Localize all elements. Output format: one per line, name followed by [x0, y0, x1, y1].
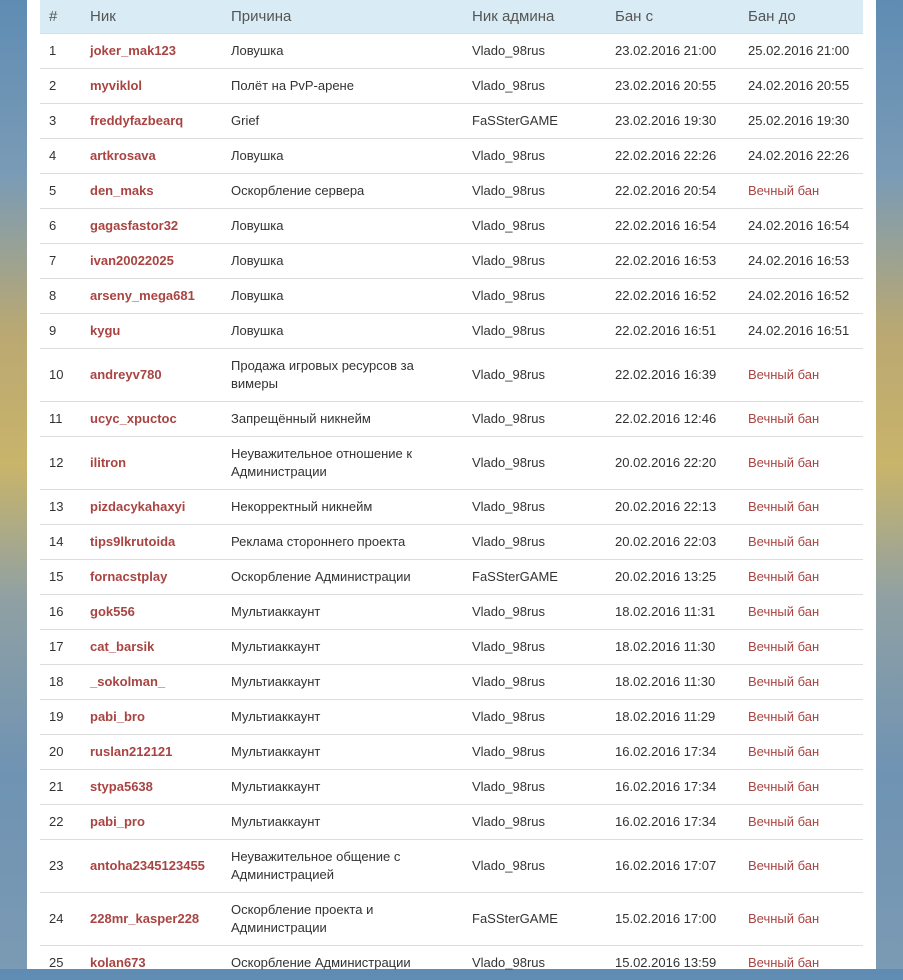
- ban-reason: Ловушка: [222, 209, 463, 244]
- ban-reason: Оскорбление Администрации: [222, 560, 463, 595]
- ban-from: 20.02.2016 22:13: [606, 490, 739, 525]
- column-header-ban-to: Бан до: [739, 0, 863, 34]
- ban-from: 20.02.2016 13:25: [606, 560, 739, 595]
- column-header-ban-from: Бан с: [606, 0, 739, 34]
- table-row: [40, 525, 863, 560]
- row-number: 13: [40, 490, 81, 525]
- ban-reason: Мультиаккаунт: [222, 630, 463, 665]
- table-row: [40, 349, 863, 402]
- table-row: [40, 946, 863, 980]
- admin-nick: Vlado_98rus: [463, 946, 606, 980]
- row-number: 17: [40, 630, 81, 665]
- table-row: [40, 630, 863, 665]
- ban-from: 16.02.2016 17:34: [606, 770, 739, 805]
- table-body: [40, 34, 863, 980]
- ban-reason: Ловушка: [222, 139, 463, 174]
- admin-nick: FaSSterGAME: [463, 560, 606, 595]
- table-row: [40, 104, 863, 139]
- ban-to: 24.02.2016 20:55: [739, 69, 863, 104]
- row-number: 15: [40, 560, 81, 595]
- ban-from: 22.02.2016 16:39: [606, 349, 739, 402]
- player-nick[interactable]: ivan20022025: [81, 244, 222, 279]
- ban-from: 15.02.2016 17:00: [606, 893, 739, 946]
- table-row: [40, 735, 863, 770]
- ban-reason: Оскорбление сервера: [222, 174, 463, 209]
- player-nick[interactable]: fornacstplay: [81, 560, 222, 595]
- ban-to: Вечный бан: [739, 437, 863, 490]
- ban-from: 22.02.2016 16:51: [606, 314, 739, 349]
- ban-from: 23.02.2016 19:30: [606, 104, 739, 139]
- player-nick[interactable]: pabi_bro: [81, 700, 222, 735]
- ban-to: 24.02.2016 16:53: [739, 244, 863, 279]
- ban-from: 23.02.2016 21:00: [606, 34, 739, 69]
- ban-to: Вечный бан: [739, 349, 863, 402]
- admin-nick: Vlado_98rus: [463, 349, 606, 402]
- table-row: [40, 314, 863, 349]
- ban-reason: Оскорбление Администрации: [222, 946, 463, 980]
- player-nick[interactable]: tips9lkrutoida: [81, 525, 222, 560]
- player-nick[interactable]: andreyv780: [81, 349, 222, 402]
- table-row: [40, 805, 863, 840]
- row-number: 2: [40, 69, 81, 104]
- ban-to: 24.02.2016 22:26: [739, 139, 863, 174]
- player-nick[interactable]: joker_mak123: [81, 34, 222, 69]
- column-header-admin: Ник админа: [463, 0, 606, 34]
- ban-from: 16.02.2016 17:07: [606, 840, 739, 893]
- table-row: [40, 893, 863, 946]
- admin-nick: Vlado_98rus: [463, 665, 606, 700]
- ban-to: 24.02.2016 16:51: [739, 314, 863, 349]
- ban-reason: Неуважительное общение с Администрацией: [222, 840, 463, 893]
- table-row: [40, 34, 863, 69]
- ban-reason: Мультиаккаунт: [222, 665, 463, 700]
- admin-nick: Vlado_98rus: [463, 139, 606, 174]
- ban-from: 22.02.2016 16:53: [606, 244, 739, 279]
- table-row: [40, 174, 863, 209]
- admin-nick: FaSSterGAME: [463, 893, 606, 946]
- player-nick[interactable]: gok556: [81, 595, 222, 630]
- player-nick[interactable]: pabi_pro: [81, 805, 222, 840]
- table-row: [40, 840, 863, 893]
- row-number: 14: [40, 525, 81, 560]
- player-nick[interactable]: stypa5638: [81, 770, 222, 805]
- row-number: 1: [40, 34, 81, 69]
- player-nick[interactable]: arseny_mega681: [81, 279, 222, 314]
- row-number: 3: [40, 104, 81, 139]
- admin-nick: Vlado_98rus: [463, 244, 606, 279]
- ban-reason: Реклама стороннего проекта: [222, 525, 463, 560]
- ban-from: 22.02.2016 16:52: [606, 279, 739, 314]
- row-number: 6: [40, 209, 81, 244]
- ban-to: 24.02.2016 16:52: [739, 279, 863, 314]
- row-number: 4: [40, 139, 81, 174]
- player-nick[interactable]: myviklol: [81, 69, 222, 104]
- ban-to: Вечный бан: [739, 402, 863, 437]
- admin-nick: Vlado_98rus: [463, 630, 606, 665]
- row-number: 8: [40, 279, 81, 314]
- row-number: 18: [40, 665, 81, 700]
- ban-from: 23.02.2016 20:55: [606, 69, 739, 104]
- player-nick[interactable]: freddyfazbearq: [81, 104, 222, 139]
- ban-to: Вечный бан: [739, 665, 863, 700]
- table-header: [40, 0, 863, 34]
- ban-from: 15.02.2016 13:59: [606, 946, 739, 980]
- admin-nick: Vlado_98rus: [463, 525, 606, 560]
- player-nick[interactable]: den_maks: [81, 174, 222, 209]
- row-number: 9: [40, 314, 81, 349]
- player-nick[interactable]: antoha2345123455: [81, 840, 222, 893]
- ban-to: Вечный бан: [739, 893, 863, 946]
- admin-nick: Vlado_98rus: [463, 34, 606, 69]
- admin-nick: Vlado_98rus: [463, 279, 606, 314]
- ban-list-table: [40, 0, 863, 980]
- ban-reason: Мультиаккаунт: [222, 735, 463, 770]
- admin-nick: Vlado_98rus: [463, 840, 606, 893]
- row-number: 22: [40, 805, 81, 840]
- ban-reason: Оскорбление проекта и Администрации: [222, 893, 463, 946]
- table-row: [40, 700, 863, 735]
- ban-to: Вечный бан: [739, 174, 863, 209]
- ban-from: 18.02.2016 11:30: [606, 665, 739, 700]
- table-row: [40, 139, 863, 174]
- admin-nick: Vlado_98rus: [463, 700, 606, 735]
- ban-from: 18.02.2016 11:29: [606, 700, 739, 735]
- ban-reason: Ловушка: [222, 279, 463, 314]
- player-nick[interactable]: gagasfastor32: [81, 209, 222, 244]
- ban-from: 18.02.2016 11:31: [606, 595, 739, 630]
- ban-from: 16.02.2016 17:34: [606, 805, 739, 840]
- ban-to: Вечный бан: [739, 560, 863, 595]
- table-row: [40, 402, 863, 437]
- table-row: [40, 665, 863, 700]
- ban-to: Вечный бан: [739, 770, 863, 805]
- ban-from: 22.02.2016 16:54: [606, 209, 739, 244]
- ban-reason: Запрещённый никнейм: [222, 402, 463, 437]
- admin-nick: Vlado_98rus: [463, 595, 606, 630]
- admin-nick: Vlado_98rus: [463, 402, 606, 437]
- ban-reason: Мультиаккаунт: [222, 805, 463, 840]
- player-nick[interactable]: kolan673: [81, 946, 222, 980]
- ban-reason: Ловушка: [222, 244, 463, 279]
- player-nick[interactable]: ruslan212121: [81, 735, 222, 770]
- admin-nick: FaSSterGAME: [463, 104, 606, 139]
- table-row: [40, 595, 863, 630]
- admin-nick: Vlado_98rus: [463, 770, 606, 805]
- row-number: 24: [40, 893, 81, 946]
- admin-nick: Vlado_98rus: [463, 69, 606, 104]
- ban-reason: Мультиаккаунт: [222, 770, 463, 805]
- row-number: 19: [40, 700, 81, 735]
- ban-to: Вечный бан: [739, 595, 863, 630]
- column-header-num: #: [40, 0, 81, 34]
- player-nick[interactable]: ilitron: [81, 437, 222, 490]
- content-panel: [27, 0, 876, 969]
- ban-to: 25.02.2016 19:30: [739, 104, 863, 139]
- ban-to: Вечный бан: [739, 805, 863, 840]
- ban-from: 16.02.2016 17:34: [606, 735, 739, 770]
- row-number: 11: [40, 402, 81, 437]
- ban-reason: Мультиаккаунт: [222, 595, 463, 630]
- ban-to: Вечный бан: [739, 700, 863, 735]
- ban-from: 20.02.2016 22:20: [606, 437, 739, 490]
- ban-to: Вечный бан: [739, 840, 863, 893]
- row-number: 23: [40, 840, 81, 893]
- ban-to: Вечный бан: [739, 490, 863, 525]
- ban-reason: Ловушка: [222, 314, 463, 349]
- table-row: [40, 560, 863, 595]
- row-number: 25: [40, 946, 81, 980]
- table-row: [40, 437, 863, 490]
- table-row: [40, 69, 863, 104]
- player-nick[interactable]: artkrosava: [81, 139, 222, 174]
- ban-reason: Grief: [222, 104, 463, 139]
- ban-from: 22.02.2016 22:26: [606, 139, 739, 174]
- ban-to: Вечный бан: [739, 946, 863, 980]
- table-row: [40, 770, 863, 805]
- admin-nick: Vlado_98rus: [463, 314, 606, 349]
- ban-from: 22.02.2016 12:46: [606, 402, 739, 437]
- admin-nick: Vlado_98rus: [463, 209, 606, 244]
- player-nick[interactable]: _sokolman_: [81, 665, 222, 700]
- player-nick[interactable]: kygu: [81, 314, 222, 349]
- column-header-reason: Причина: [222, 0, 463, 34]
- player-nick[interactable]: cat_barsik: [81, 630, 222, 665]
- admin-nick: Vlado_98rus: [463, 490, 606, 525]
- table-row: [40, 490, 863, 525]
- ban-from: 22.02.2016 20:54: [606, 174, 739, 209]
- admin-nick: Vlado_98rus: [463, 805, 606, 840]
- ban-from: 20.02.2016 22:03: [606, 525, 739, 560]
- table-row: [40, 244, 863, 279]
- player-nick[interactable]: ucyc_xpuctoc: [81, 402, 222, 437]
- row-number: 21: [40, 770, 81, 805]
- table-row: [40, 279, 863, 314]
- row-number: 10: [40, 349, 81, 402]
- row-number: 5: [40, 174, 81, 209]
- ban-reason: Продажа игровых ресурсов за вимеры: [222, 349, 463, 402]
- header-row: [40, 0, 863, 34]
- column-header-nick: Ник: [81, 0, 222, 34]
- admin-nick: Vlado_98rus: [463, 174, 606, 209]
- ban-to: 25.02.2016 21:00: [739, 34, 863, 69]
- row-number: 20: [40, 735, 81, 770]
- row-number: 12: [40, 437, 81, 490]
- ban-reason: Некорректный никнейм: [222, 490, 463, 525]
- ban-to: Вечный бан: [739, 525, 863, 560]
- ban-reason: Полёт на PvP-арене: [222, 69, 463, 104]
- table-row: [40, 209, 863, 244]
- admin-nick: Vlado_98rus: [463, 735, 606, 770]
- ban-to: Вечный бан: [739, 630, 863, 665]
- row-number: 16: [40, 595, 81, 630]
- ban-from: 18.02.2016 11:30: [606, 630, 739, 665]
- ban-reason: Ловушка: [222, 34, 463, 69]
- ban-reason: Мультиаккаунт: [222, 700, 463, 735]
- player-nick[interactable]: 228mr_kasper228: [81, 893, 222, 946]
- player-nick[interactable]: pizdacykahaxyi: [81, 490, 222, 525]
- admin-nick: Vlado_98rus: [463, 437, 606, 490]
- ban-to: 24.02.2016 16:54: [739, 209, 863, 244]
- row-number: 7: [40, 244, 81, 279]
- ban-to: Вечный бан: [739, 735, 863, 770]
- ban-reason: Неуважительное отношение к Администрации: [222, 437, 463, 490]
